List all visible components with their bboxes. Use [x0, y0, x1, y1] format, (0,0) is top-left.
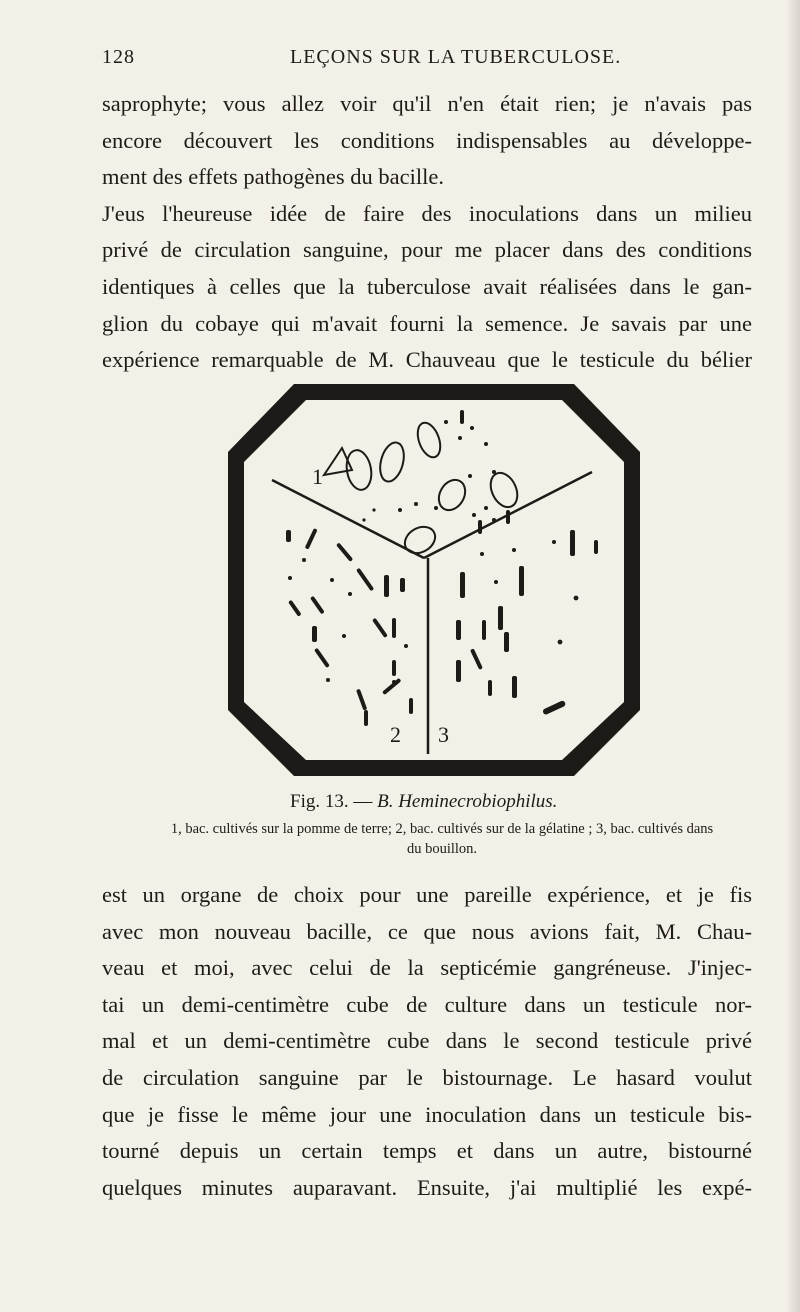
text-line: tourné depuis un certain temps et dans un autre, bistourné	[102, 1138, 752, 1164]
legend-line: du bouillon.	[406, 841, 478, 857]
text-line: tai un demi-centimètre cube de culture dans un testicule nor-	[102, 991, 752, 1017]
paragraph-bottom	[102, 877, 752, 1206]
text-line: identiques à celles que la tuberculose avait réalisées dans le gan-	[102, 273, 752, 299]
text-line: saprophyte; vous allez voir qu'il n'en était rien; je n'avais pas	[102, 91, 752, 116]
text-line: veau et moi, avec celui de la septicémie gangréneuse. J'injec-	[102, 955, 752, 981]
text-line: de circulation sanguine par le bistournage. Le hasard voulut	[102, 1064, 752, 1090]
figure-caption-species: B. Heminecrobiophilus.	[377, 791, 558, 812]
running-title: LEÇONS SUR LA TUBERCULOSE.	[290, 46, 622, 68]
text-line: avec mon nouveau bacille, ce que nous avions fait, M. Chau-	[102, 918, 752, 944]
text-line: que je fisse le même jour une inoculation dans un testicule bis-	[102, 1101, 752, 1127]
section-label-1: 1	[312, 464, 323, 489]
page-number: 128	[102, 46, 135, 68]
legend-line: 1, bac. cultivés sur la pomme de terre; 2, bac. cultivés sur de la gélatine ; 3, bac. cultivés dans	[170, 821, 714, 837]
figure-culture-plate	[224, 380, 644, 780]
figure-caption-prefix: Fig. 13. —	[290, 791, 378, 812]
section-label-3: 3	[438, 722, 449, 747]
figure-legend	[102, 819, 782, 859]
paragraph-top	[102, 86, 752, 379]
text-line: glion du cobaye qui m'avait fourni la semence. Je savais par une	[102, 310, 752, 336]
figure-caption	[290, 791, 557, 813]
text-line: privé de circulation sanguine, pour me placer dans des conditions	[102, 237, 752, 263]
text-line: encore découvert les conditions indispensables au développe-	[102, 127, 752, 153]
section-label-2: 2	[390, 722, 401, 747]
plate-inner	[244, 400, 624, 760]
text-line: J'eus l'heureuse idée de faire des inoculations dans un milieu	[102, 200, 752, 226]
text-line: est un organe de choix pour une pareille expérience, et je fis	[102, 882, 752, 907]
text-line: quelques minutes auparavant. Ensuite, j'ai multiplié les expé-	[102, 1174, 752, 1200]
text-line: ment des effets pathogènes du bacille.	[102, 164, 444, 190]
text-line: mal et un demi-centimètre cube dans le second testicule privé	[102, 1028, 752, 1054]
page-edge-shadow	[786, 0, 800, 1312]
text-line: expérience remarquable de M. Chauveau que le testicule du bélier	[102, 347, 752, 373]
page-header	[102, 46, 702, 78]
